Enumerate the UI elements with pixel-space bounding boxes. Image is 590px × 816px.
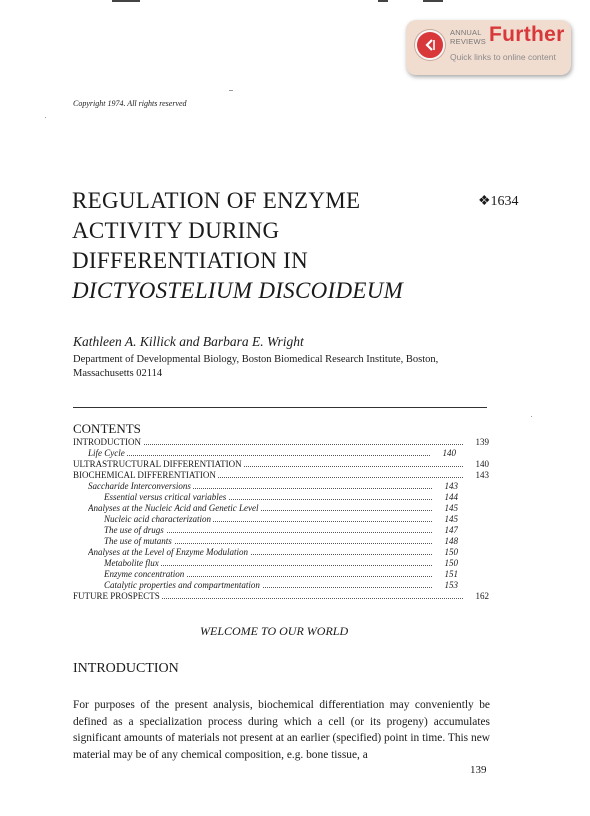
badge-reviews: REVIEWS — [450, 36, 486, 46]
title-line-2: ACTIVITY DURING — [72, 218, 280, 243]
article-title — [72, 186, 403, 306]
toc-entry-label: Essential versus critical variables — [104, 492, 227, 502]
toc-entry-page: 162 — [467, 591, 489, 601]
authors: Kathleen A. Killick and Barbara E. Wright — [73, 334, 304, 349]
title-line-4: DICTYOSTELIUM DISCOIDEUM — [72, 278, 404, 303]
toc-entry[interactable] — [73, 459, 489, 469]
scan-mark — [378, 0, 388, 2]
toc-entry-label: The use of mutants — [104, 536, 172, 546]
section-divider — [73, 407, 487, 408]
toc-entry-page: 150 — [436, 558, 458, 568]
document-number: ❖1634 — [478, 194, 519, 209]
toc-entry[interactable] — [104, 580, 458, 590]
toc-entry[interactable] — [88, 481, 458, 491]
affiliation — [73, 353, 493, 381]
toc-entry-label: Analyses at the Nucleic Acid and Genetic Level — [88, 503, 259, 513]
scan-mark — [423, 0, 443, 2]
page-number: 139 — [470, 764, 487, 776]
toc-entry[interactable] — [104, 558, 458, 568]
toc-entry-page: 143 — [436, 481, 458, 491]
toc-entry-label: FUTURE PROSPECTS — [73, 591, 160, 601]
title-line-1: REGULATION OF ENZYME — [72, 188, 361, 213]
scan-speck — [531, 416, 532, 417]
toc-entry[interactable] — [73, 437, 489, 447]
scan-mark — [112, 0, 140, 2]
toc-entry-label: Metabolite flux — [104, 558, 159, 568]
badge-further: Further — [489, 23, 565, 46]
toc-entry[interactable] — [104, 536, 458, 546]
toc-entry-label: BIOCHEMICAL DIFFERENTIATION — [73, 470, 216, 480]
toc-entry-page: 145 — [436, 514, 458, 524]
toc-entry-page: 139 — [467, 437, 489, 447]
title-line-3: DIFFERENTIATION IN — [72, 248, 309, 273]
toc-entry-label: Analyses at the Level of Enzyme Modulation — [88, 547, 248, 557]
toc-entry[interactable] — [88, 503, 458, 513]
toc-entry[interactable] — [104, 569, 458, 579]
toc-entry-label: Nucleic acid characterization — [104, 514, 211, 524]
toc-entry-page: 140 — [467, 459, 489, 469]
toc-entry-label: The use of drugs — [104, 525, 164, 535]
play-back-icon — [415, 30, 445, 60]
welcome-banner: WELCOME TO OUR WORLD — [200, 624, 349, 638]
toc-entry[interactable] — [88, 448, 456, 458]
affiliation-line-1: Department of Developmental Biology, Boston Biomedical Research Institute, Boston, — [73, 354, 439, 365]
annual-reviews-further-badge[interactable] — [406, 20, 571, 75]
toc-entry[interactable] — [104, 525, 458, 535]
toc-entry-label: ULTRASTRUCTURAL DIFFERENTIATION — [73, 459, 242, 469]
toc-entry[interactable] — [73, 470, 489, 480]
toc-entry-page: 151 — [436, 569, 458, 579]
badge-annual-reviews — [450, 29, 486, 46]
toc-entry[interactable] — [88, 547, 458, 557]
toc-entry-label: Enzyme concentration — [104, 569, 185, 579]
toc-entry[interactable] — [104, 514, 458, 524]
contents-heading: CONTENTS — [73, 421, 141, 436]
toc-entry[interactable] — [104, 492, 458, 502]
toc-entry-label: INTRODUCTION — [73, 437, 141, 447]
toc-entry-page: 145 — [436, 503, 458, 513]
toc-entry-label: Catalytic properties and compartmentation — [104, 580, 260, 590]
copyright-notice: Copyright 1974. All rights reserved — [73, 99, 187, 108]
toc-entry-page: 148 — [436, 536, 458, 546]
affiliation-line-2: Massachusetts 02114 — [73, 368, 163, 379]
badge-subtitle: Quick links to online content — [450, 52, 556, 62]
toc-entry-page: 153 — [436, 580, 458, 590]
toc-entry-page: 147 — [436, 525, 458, 535]
introduction-heading: INTRODUCTION — [73, 661, 179, 676]
badge-annual: ANNUAL — [450, 28, 482, 37]
toc-entry-page: 140 — [434, 448, 456, 458]
scan-speck — [229, 90, 233, 91]
toc-entry-page: 144 — [436, 492, 458, 502]
toc-entry-page: 143 — [467, 470, 489, 480]
toc-entry[interactable] — [73, 591, 489, 601]
toc-entry-label: Saccharide Interconversions — [88, 481, 191, 491]
scan-speck — [45, 117, 46, 118]
toc-entry-label: Life Cycle — [88, 448, 125, 458]
introduction-paragraph: For purposes of the present analysis, biochemical differentiation may conveniently be defined as a specialization process during which a cell (or its progeny) accumulates significant amounts of materials not present at an earlier (specified) point in time. This new material may be of any chemical composition, e.g. bone tissue, a — [73, 699, 490, 761]
toc-entry-page: 150 — [436, 547, 458, 557]
